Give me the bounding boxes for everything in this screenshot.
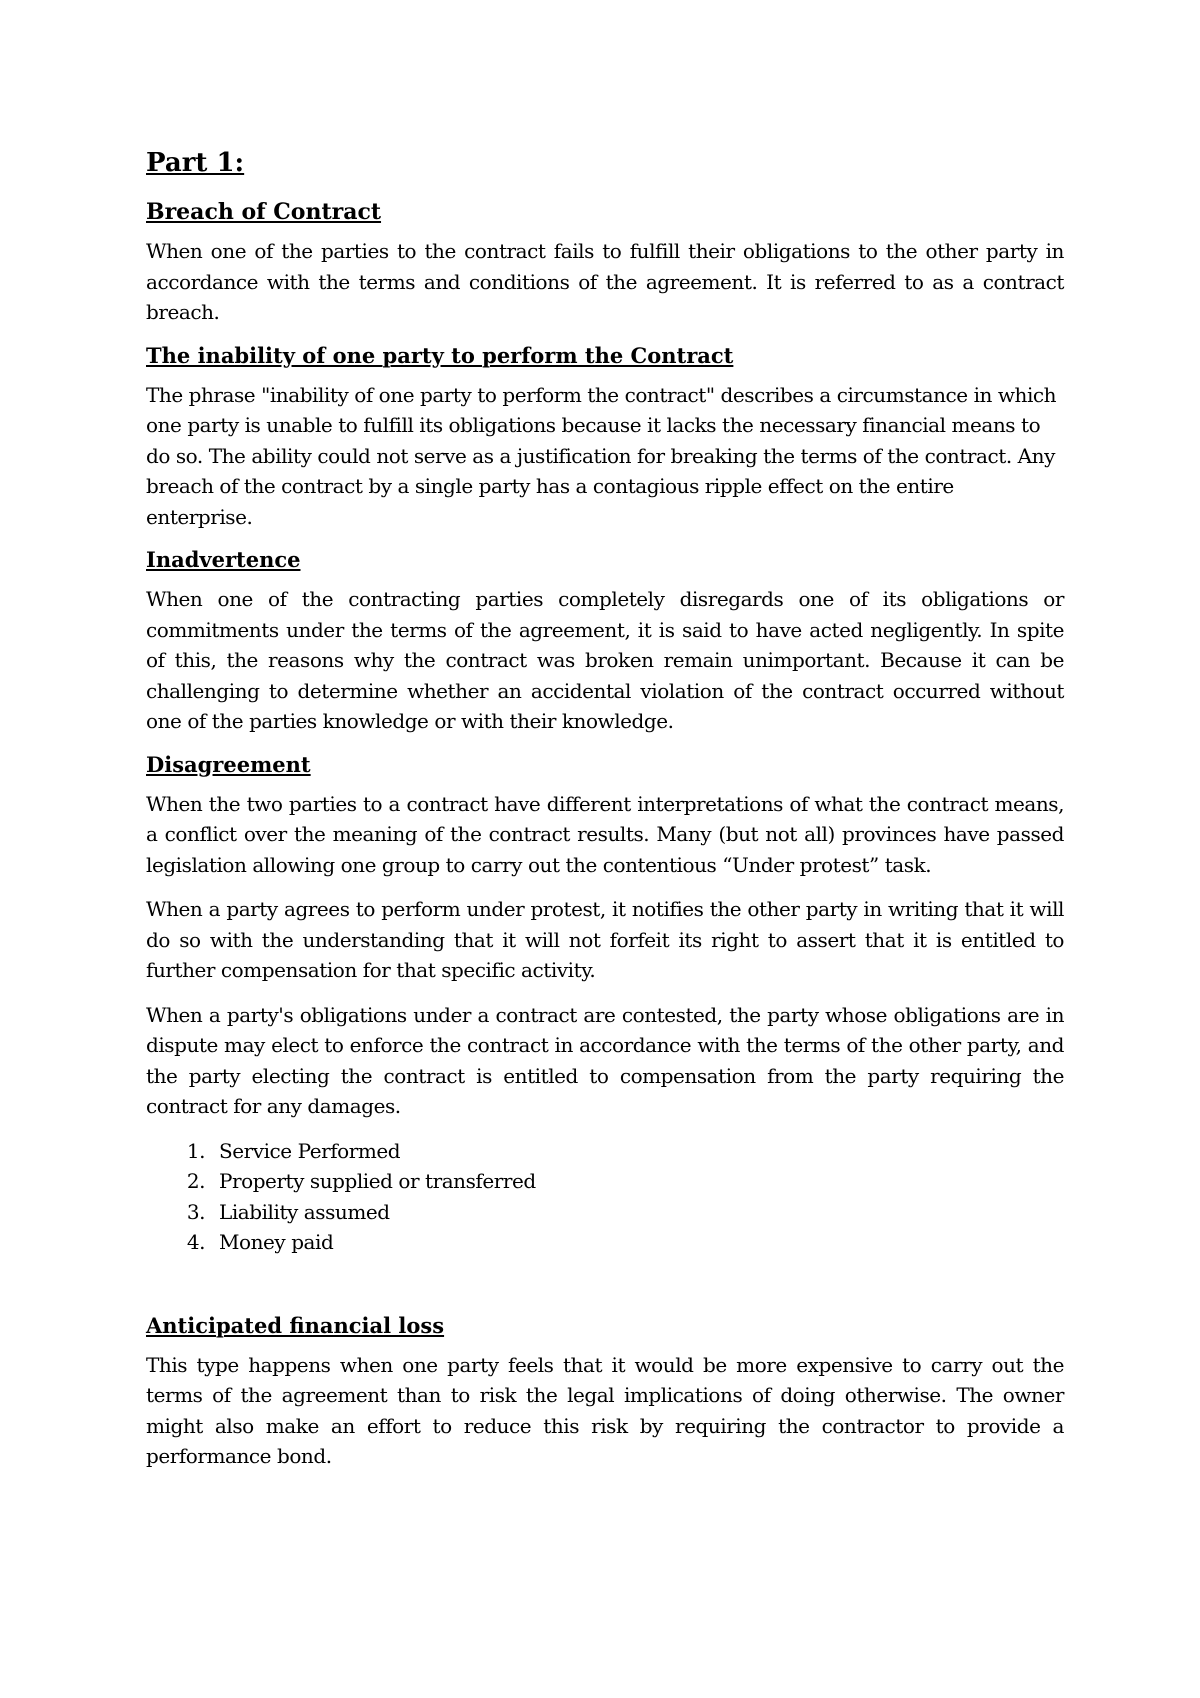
list-item-text: Property supplied or transferred	[219, 1169, 536, 1193]
blank-line	[146, 1270, 1064, 1312]
heading-inadvertence: Inadvertence	[146, 547, 301, 572]
document-page	[146, 146, 1064, 1486]
heading-breach-of-contract: Breach of Contract	[146, 199, 382, 225]
list-item	[146, 1136, 1064, 1167]
paragraph-inadvertence: When one of the contracting parties completely disregards one of its obligations or commitments under the terms of the agreement, it is said to have acted negligently. In spite of this, the reasons why the contract was broken remain unimportant. Because it can be challenging to determine whether an accidental violation of the contract occurred without one of the parties knowledge or with their knowledge.	[146, 587, 1064, 733]
list-item-number: 4.	[186, 1230, 205, 1254]
list-item-number: 3.	[186, 1199, 205, 1224]
compensation-list	[146, 1136, 1064, 1258]
list-item-text: Liability assumed	[219, 1199, 390, 1224]
paragraph-inability-to-perform: The phrase "inability of one party to perform the contract" describes a circumstance in which one party is unable to fulfill its obligations because it lacks the necessary financial means to do so. The ability could not serve as a justification for breaking the terms of the contract. Any breach of the contract by a single party has a contagious ripple effect on the entire enterprise.	[146, 382, 1057, 529]
paragraph-disagreement-2: When a party agrees to perform under protest, it notifies the other party in writing that it will do so with the understanding that it will not forfeit its right to assert that it is entitled to further compensation for that specific activity.	[146, 897, 1064, 982]
list-item-text: Money paid	[219, 1230, 334, 1254]
list-item	[146, 1197, 1064, 1228]
paragraph-anticipated-financial-loss: This type happens when one party feels that it would be more expensive to carry out the terms of the agreement than to risk the legal implications of doing otherwise. The owner might also make an effort to reduce this risk by requiring the contractor to provide a performance bond.	[146, 1352, 1064, 1468]
list-item	[146, 1166, 1064, 1197]
heading-inability-to-perform: The inability of one party to perform the Contract	[146, 342, 734, 368]
heading-anticipated-financial-loss: Anticipated financial loss	[146, 1312, 445, 1338]
list-item-number: 1.	[186, 1138, 205, 1163]
part-title: Part 1:	[146, 148, 245, 178]
list-item-text: Service Performed	[219, 1138, 401, 1163]
paragraph-disagreement-3: When a party's obligations under a contract are contested, the party whose obligations are in dispute may elect to enforce the contract in accordance with the terms of the other party, and the party electing the contract is entitled to compensation from the party requiring the contract for any damages.	[146, 1002, 1064, 1118]
paragraph-disagreement-1: When the two parties to a contract have different interpretations of what the contract means, a conflict over the meaning of the contract results. Many (but not all) provinces have passed legislation allowing one group to carry out the contentious “Under protest” task.	[146, 791, 1064, 877]
list-item	[146, 1227, 1064, 1258]
list-item-number: 2.	[186, 1169, 205, 1193]
heading-disagreement: Disagreement	[146, 751, 311, 777]
paragraph-breach-of-contract: When one of the parties to the contract fails to fulfill their obligations to the other party in accordance with the terms and conditions of the agreement. It is referred to as a contract breach.	[146, 239, 1064, 324]
